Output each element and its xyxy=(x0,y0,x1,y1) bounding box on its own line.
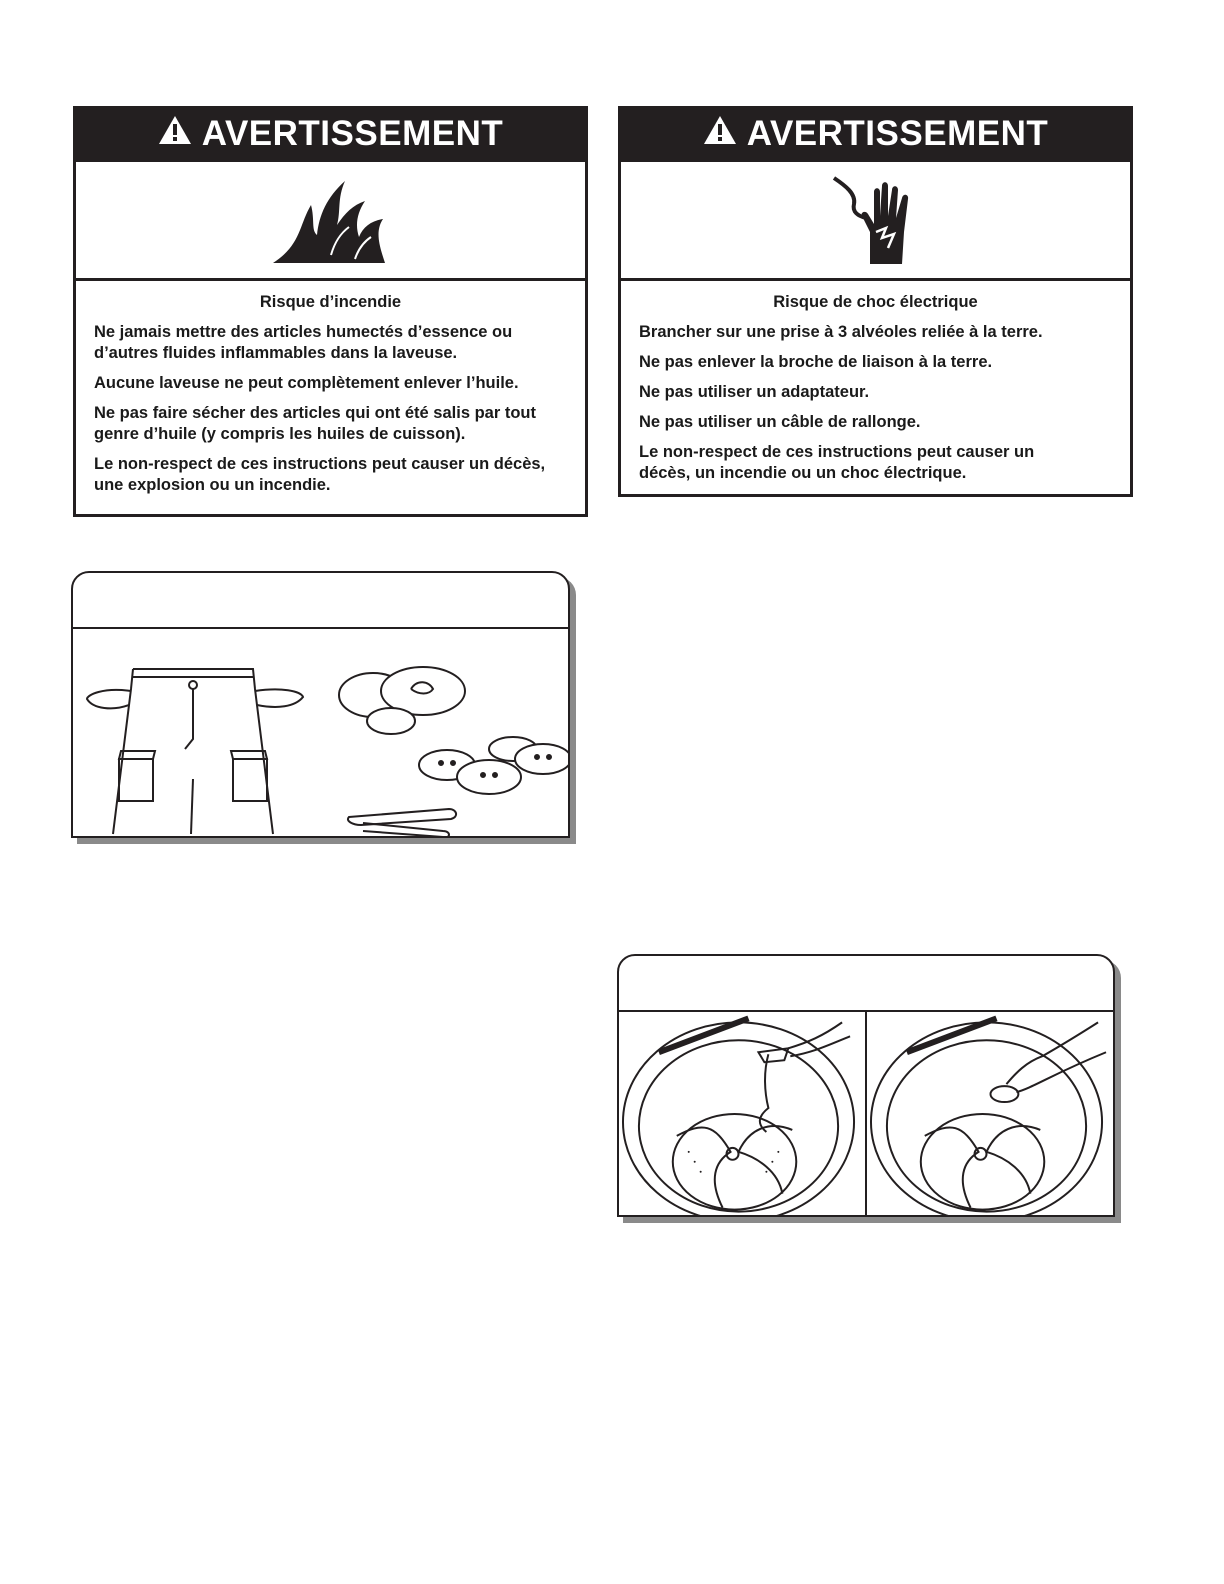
illustration-header xyxy=(73,573,568,629)
warning-header xyxy=(76,109,585,159)
fire-icon xyxy=(271,175,391,265)
warning-title: Risque de choc électrique xyxy=(773,293,978,311)
pants-icon xyxy=(87,669,303,834)
warning-triangle-icon xyxy=(703,114,737,154)
washer-illustration xyxy=(617,954,1115,1217)
warning-heading: AVERTISSEMENT xyxy=(201,114,504,153)
pockets-illustration xyxy=(71,571,570,838)
electric-shock-icon xyxy=(826,172,926,268)
warning-line: Ne pas enlever la broche de liaison à la terre. xyxy=(639,353,993,371)
warning-line: Le non-respect de ces instructions peut causer un décès, une explosion ou un incendie. xyxy=(94,455,546,494)
warning-line: Ne pas faire sécher des articles qui ont été salis par tout genre d’huile (y compris les huiles de cuisson). xyxy=(94,404,536,443)
warning-line: Ne pas utiliser un adaptateur. xyxy=(639,383,870,401)
warning-heading: AVERTISSEMENT xyxy=(746,114,1049,153)
warning-header xyxy=(621,109,1130,159)
warning-triangle-icon xyxy=(158,114,192,154)
warning-line: Aucune laveuse ne peut complètement enlever l’huile. xyxy=(94,374,519,392)
pockets-drawing xyxy=(73,629,568,838)
warning-line: Ne jamais mettre des articles humectés d’essence ou d’autres fluides inflammables dans la laveuse. xyxy=(94,323,513,362)
buttons-icon xyxy=(419,737,568,794)
warning-title: Risque d’incendie xyxy=(259,293,402,311)
coins-icon xyxy=(339,667,465,734)
washer-dispense-icon xyxy=(867,1012,1113,1217)
fire-warning-box xyxy=(73,106,588,517)
illustration-header xyxy=(619,956,1113,1012)
washer-pour-icon xyxy=(619,1012,867,1217)
warning-line: Brancher sur une prise à 3 alvéoles reliée à la terre. xyxy=(639,323,1043,341)
safety-pins-icon xyxy=(348,809,456,837)
shock-warning-box xyxy=(618,106,1133,497)
warning-line: Le non-respect de ces instructions peut causer un décès, un incendie ou un choc électrique. xyxy=(639,443,1035,482)
warning-line: Ne pas utiliser un câble de rallonge. xyxy=(639,413,921,431)
